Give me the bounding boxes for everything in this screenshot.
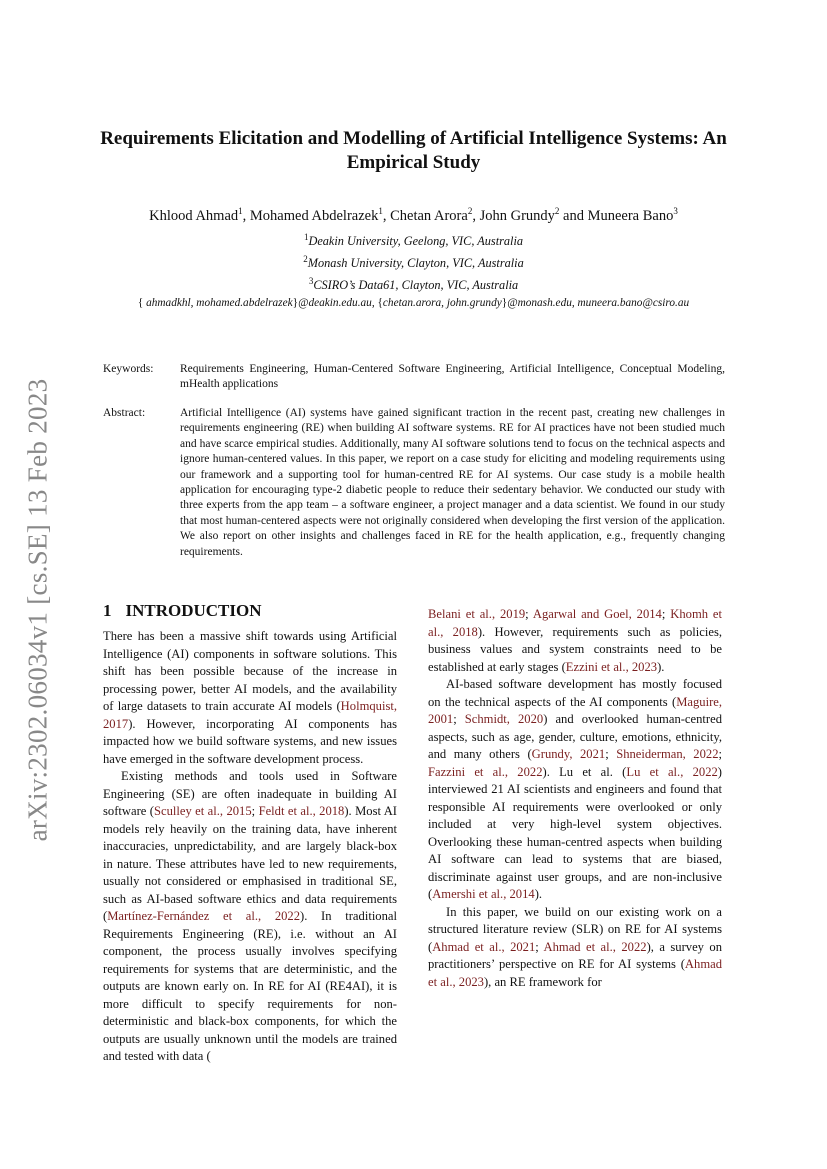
citation-link[interactable]: Ezzini et al., 2023 xyxy=(565,659,658,674)
paragraph: In this paper, we build on our existing work on a structured literature review (SLR) on RE for AI systems (Ahmad et al., 2021; Ahmad et al., 2022), a survey on practitioners’ perspective on RE for AI systems (Ahmad et al., 2023), an RE framework for xyxy=(428,904,723,989)
affil-marker: 2 xyxy=(303,254,308,265)
separator: , xyxy=(472,207,480,224)
section-number: 1 xyxy=(103,601,112,620)
body-column-right xyxy=(428,606,722,991)
citation-link[interactable]: Martínez-Fernández et al., 2022 xyxy=(107,909,301,923)
affiliation xyxy=(60,250,767,272)
paragraph-continued: Belani et al., 2019; Agarwal and Goel, 2014; Khomh et al., 2018). However, requirements such as policies, business values and system constraints need to be established at early stages (Ezzini et al., 2023). xyxy=(428,607,722,674)
affiliation-text: CSIRO’s Data61, Clayton, VIC, Australia xyxy=(313,278,519,293)
affiliation-text: Monash University, Clayton, VIC, Australia xyxy=(307,256,524,271)
keywords-block xyxy=(103,362,725,393)
citation-link[interactable]: Holmquist, 2017 xyxy=(103,699,397,731)
citation-link[interactable]: Ahmad et al., 2022 xyxy=(543,939,647,954)
affil-marker: 2 xyxy=(467,206,473,216)
affil-marker: 1 xyxy=(303,232,309,242)
separator: and xyxy=(559,207,588,224)
citation-link[interactable]: Schmidt, 2020 xyxy=(464,712,544,726)
citation-link[interactable]: Shneiderman, 2022 xyxy=(616,747,719,761)
email-domain: @deakin.edu.au, xyxy=(298,297,378,310)
arxiv-identifier: arXiv:2302.06034v1 [cs.SE] 13 Feb 2023 xyxy=(22,378,53,842)
affil-marker: 1 xyxy=(238,206,243,216)
affil-marker: 3 xyxy=(673,206,678,216)
author-name: Chetan Arora xyxy=(390,207,468,224)
citation-link[interactable]: Feldt et al., 2018 xyxy=(258,804,345,818)
citation-link[interactable]: Fazzini et al., 2022 xyxy=(428,764,543,779)
separator: , xyxy=(382,207,391,224)
affiliation-text: Deakin University, Geelong, VIC, Australia xyxy=(308,234,524,249)
abstract-text: Artificial Intelligence (AI) systems have gained significant traction in the recent past, creating new challenges in requirements engineering (RE) when building AI software systems. RE for AI practices have not been studied much and have scarce empirical studies. Additionally, many AI software solutions tend to focus on the technical aspects and ignore human-centered values. In this paper, we report on a case study for eliciting and modeling requirements using our framework and a supporting tool for human-centred RE for AI systems. Our case study is a mobile health application for encouraging type-2 diabetic people to reduce their sedentary behavior. We conducted our study with three experts from the app team – a software engineer, a project manager and a data scientist. We found in our study that most human-centered aspects were not originally considered when developing the first version of the application. We also report on other insights and challenges faced in RE for the health application, e.g., frequently changing requirements. xyxy=(180,407,725,558)
citation-link[interactable]: Agarwal and Goel, 2014 xyxy=(532,607,662,621)
affil-marker: 3 xyxy=(308,276,314,287)
abstract-block xyxy=(103,406,725,560)
citation-link[interactable]: Ahmad et al., 2021 xyxy=(432,939,536,954)
separator: , xyxy=(242,207,250,224)
author-name: Khlood Ahmad xyxy=(149,207,239,224)
author-name: Muneera Bano xyxy=(587,207,674,224)
author-list xyxy=(60,206,767,225)
affil-marker: 1 xyxy=(378,206,383,216)
citation-link[interactable]: Lu et al., 2022 xyxy=(626,764,718,779)
email-group: chetan.arora, john.grundy xyxy=(382,297,502,310)
affiliation xyxy=(60,272,767,294)
arxiv-sidebar xyxy=(18,330,58,890)
body-column-left xyxy=(103,600,397,1066)
paper-title: Requirements Elicitation and Modelling of Artificial Intelligence Systems: An Empirical Study xyxy=(100,128,727,173)
citation-link[interactable]: Khomh et al., 2018 xyxy=(428,607,722,639)
paragraph: There has been a massive shift towards using Artificial Intelligence (AI) components in software solutions. This shift has been possible because of the increase in processing power, better AI models, and the availability of large datasets to train accurate AI models (Holmquist, 2017). However, incorporating AI components has impacted how we build software systems, and new issues have emerged in the software development process. xyxy=(103,629,397,766)
email-group: ahmadkhl, mohamed.abdelrazek xyxy=(146,297,293,310)
author-name: John Grundy xyxy=(479,207,555,224)
section-heading xyxy=(103,600,397,622)
section-title: INTRODUCTION xyxy=(125,601,262,620)
email-line: { ahmadkhl, mohamed.abdelrazek}@deakin.edu.au, {chetan.arora, john.grundy}@monash.edu, muneera.bano@csiro.au xyxy=(137,297,690,310)
affiliation xyxy=(60,228,767,250)
keywords-label: Keywords: xyxy=(103,363,154,375)
citation-link[interactable]: Belani et al., 2019 xyxy=(428,607,526,621)
citation-link[interactable]: Grundy, 2021 xyxy=(531,747,606,761)
citation-link[interactable]: Amershi et al., 2014 xyxy=(432,887,535,901)
author-name: Mohamed Abdelrazek xyxy=(249,207,379,224)
affil-marker: 2 xyxy=(554,206,560,216)
email-domain: @monash.edu, muneera.bano@csiro.au xyxy=(507,297,690,310)
citation-link[interactable]: Maguire, 2001 xyxy=(428,694,722,726)
paragraph: Existing methods and tools used in Software Engineering (SE) are often inadequate in building AI software (Sculley et al., 2015; Feldt et al., 2018). Most AI models rely heavily on the training data, have inherent inaccuracies, unpredictability, and are largely black-box in nature. These attributes have led to new requirements, usually not considered or emphasised in traditional SE, such as AI-based software ethics and data requirements (Martínez-Fernández et al., 2022). In traditional Requirements Engineering (RE), i.e. without an AI component, the process usually involves specifying requirements for systems that are deterministic, and the outputs are known early on. In RE for AI (RE4AI), it is more difficult to specify requirements for non-deterministic and black-box components, for which the outputs are usually unknown until the models are trained and tested with data ( xyxy=(103,769,397,1063)
citation-link[interactable]: Ahmad et al., 2023 xyxy=(428,957,722,989)
keywords-text: Requirements Engineering, Human-Centered Software Engineering, Artificial Intelligence, Conceptual Modeling, mHealth applications xyxy=(180,363,725,391)
affiliations xyxy=(60,228,767,312)
abstract-label: Abstract: xyxy=(103,407,146,419)
paragraph: AI-based software development has mostly focused on the technical aspects of the AI components (Maguire, 2001; Schmidt, 2020) and overlooked human-centred aspects, such as age, gender, culture, emotions, ethnicity, and many others (Grundy, 2021; Shneiderman, 2022; Fazzini et al., 2022). Lu et al. (Lu et al., 2022) interviewed 21 AI scientists and engineers and found that responsible AI requirements were overlooked or only included at very high-level system objectives. Overlooking these human-centred aspects when building AI software can lead to systems that are biased, discriminate against user groups, and are non-inclusive (Amershi et al., 2014). xyxy=(428,677,722,901)
citation-link[interactable]: Sculley et al., 2015 xyxy=(153,804,252,818)
